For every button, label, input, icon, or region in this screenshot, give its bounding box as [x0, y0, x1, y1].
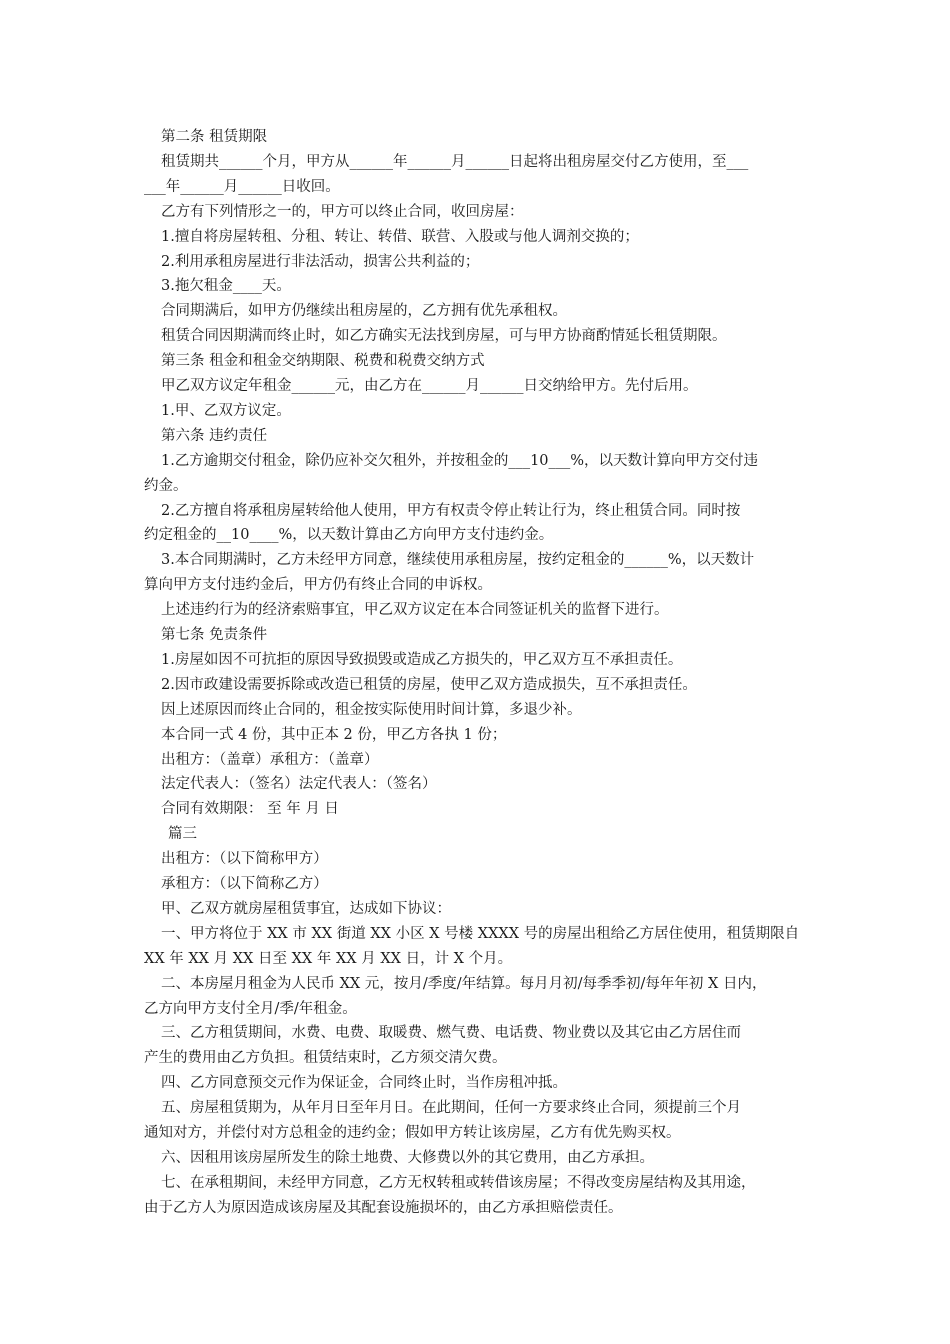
- text-line: 约金。: [144, 477, 188, 494]
- text-line: 本合同一式 4 份，其中正本 2 份，甲乙方各执 1 份；: [161, 726, 507, 743]
- text-line: 3.本合同期满时，乙方未经甲方同意，继续使用承租房屋，按约定租金的______%，以天数计: [161, 552, 755, 569]
- text-line: 1.房屋如因不可抗拒的原因导致损毁或造成乙方损失的，甲乙双方互不承担责任。: [161, 651, 683, 668]
- text-line: 乙方有下列情形之一的，甲方可以终止合同，收回房屋：: [161, 203, 524, 220]
- text-line: 因上述原因而终止合同的，租金按实际使用时间计算，多退少补。: [161, 701, 582, 718]
- text-line: 六、因租用该房屋所发生的除土地费、大修费以外的其它费用，由乙方承担。: [161, 1149, 654, 1166]
- text-line: 租赁期共______个月，甲方从______年______月______日起将出租房屋交付乙方使用，至___: [161, 153, 749, 170]
- text-line: 承租方：（以下简称乙方）: [161, 876, 328, 892]
- text-line: 一、甲方将位于 XX 市 XX 街道 XX 小区 X 号楼 XXXX 号的房屋出租给乙方居住使用，租赁期限自: [161, 925, 800, 942]
- text-line: 乙方向甲方支付全月/季/年租金。: [144, 1000, 357, 1017]
- text-line: 第七条 免责条件: [161, 627, 268, 643]
- text-line: 出租方：（以下简称甲方）: [161, 851, 328, 868]
- text-line: 第六条 违约责任: [161, 427, 268, 444]
- text-line: 1.甲、乙双方议定。: [161, 402, 291, 419]
- text-line: 1.乙方逾期交付租金，除仍应补交欠租外，并按租金的___10___%，以天数计算向甲方交付违: [161, 452, 759, 469]
- text-line: 3.拖欠租金____天。: [161, 278, 291, 295]
- text-line: 七、在承租期间，未经甲方同意，乙方无权转租或转借该房屋；不得改变房屋结构及其用途，: [161, 1174, 756, 1191]
- text-line: 第二条 租赁期限: [161, 129, 268, 145]
- text-line: 五、房屋租赁期为，从年月日至年月日。在此期间，任何一方要求终止合同，须提前三个月: [161, 1100, 741, 1117]
- text-line: 合同有效期限： 至 年 月 日: [161, 801, 339, 818]
- text-line: 法定代表人：（签名）法定代表人：（签名）: [161, 776, 437, 793]
- text-line: 上述违约行为的经济索赔事宜，甲乙双方议定在本合同签证机关的监督下进行。: [161, 602, 669, 619]
- text-line: 甲、乙双方就房屋租赁事宜，达成如下协议：: [161, 900, 451, 917]
- text-line: 四、乙方同意预交元作为保证金，合同终止时，当作房租冲抵。: [161, 1075, 567, 1092]
- text-line: 篇三: [168, 826, 197, 843]
- text-line: 约定租金的__10____%，以天数计算由乙方向甲方支付违约金。: [144, 527, 554, 544]
- text-line: 2.利用承租房屋进行非法活动，损害公共利益的；: [161, 253, 480, 270]
- text-line: 算向甲方支付违约金后，甲方仍有终止合同的申诉权。: [144, 577, 492, 594]
- text-line: 合同期满后，如甲方仍继续出租房屋的，乙方拥有优先承租权。: [161, 303, 567, 320]
- text-line: 2.乙方擅自将承租房屋转给他人使用，甲方有权责令停止转让行为，终止租赁合同。同时按: [161, 502, 741, 519]
- text-line: 二、本房屋月租金为人民币 XX 元，按月/季度/年结算。每月月初/每季季初/每年年初 X 日内，: [161, 975, 767, 992]
- text-line: 租赁合同因期满而终止时，如乙方确实无法找到房屋，可与甲方协商酌情延长租赁期限。: [161, 328, 727, 345]
- text-line: 第三条 租金和租金交纳期限、税费和税费交纳方式: [161, 353, 485, 370]
- text-line: XX 年 XX 月 XX 日至 XX 年 XX 月 XX 日，计 X 个月。: [144, 950, 513, 967]
- text-line: 2.因市政建设需要拆除或改造已租赁的房屋，使甲乙双方造成损失，互不承担责任。: [161, 676, 697, 693]
- text-line: 三、乙方租赁期间，水费、电费、取暖费、燃气费、电话费、物业费以及其它由乙方居住而: [161, 1025, 741, 1042]
- text-line: 甲乙双方议定年租金______元，由乙方在______月______日交纳给甲方。先付后用。: [161, 378, 698, 394]
- text-line: 由于乙方人为原因造成该房屋及其配套设施损坏的，由乙方承担赔偿责任。: [144, 1199, 623, 1216]
- text-line: 1.擅自将房屋转租、分租、转让、转借、联营、入股或与他人调剂交换的；: [161, 228, 639, 245]
- text-line: 出租方：（盖章）承租方：（盖章）: [161, 751, 379, 768]
- text-line: ___年______月______日收回。: [144, 178, 340, 195]
- text-line: 通知对方，并偿付对方总租金的违约金；假如甲方转让该房屋，乙方有优先购买权。: [144, 1125, 681, 1141]
- text-line: 产生的费用由乙方负担。租赁结束时，乙方须交清欠费。: [144, 1050, 507, 1067]
